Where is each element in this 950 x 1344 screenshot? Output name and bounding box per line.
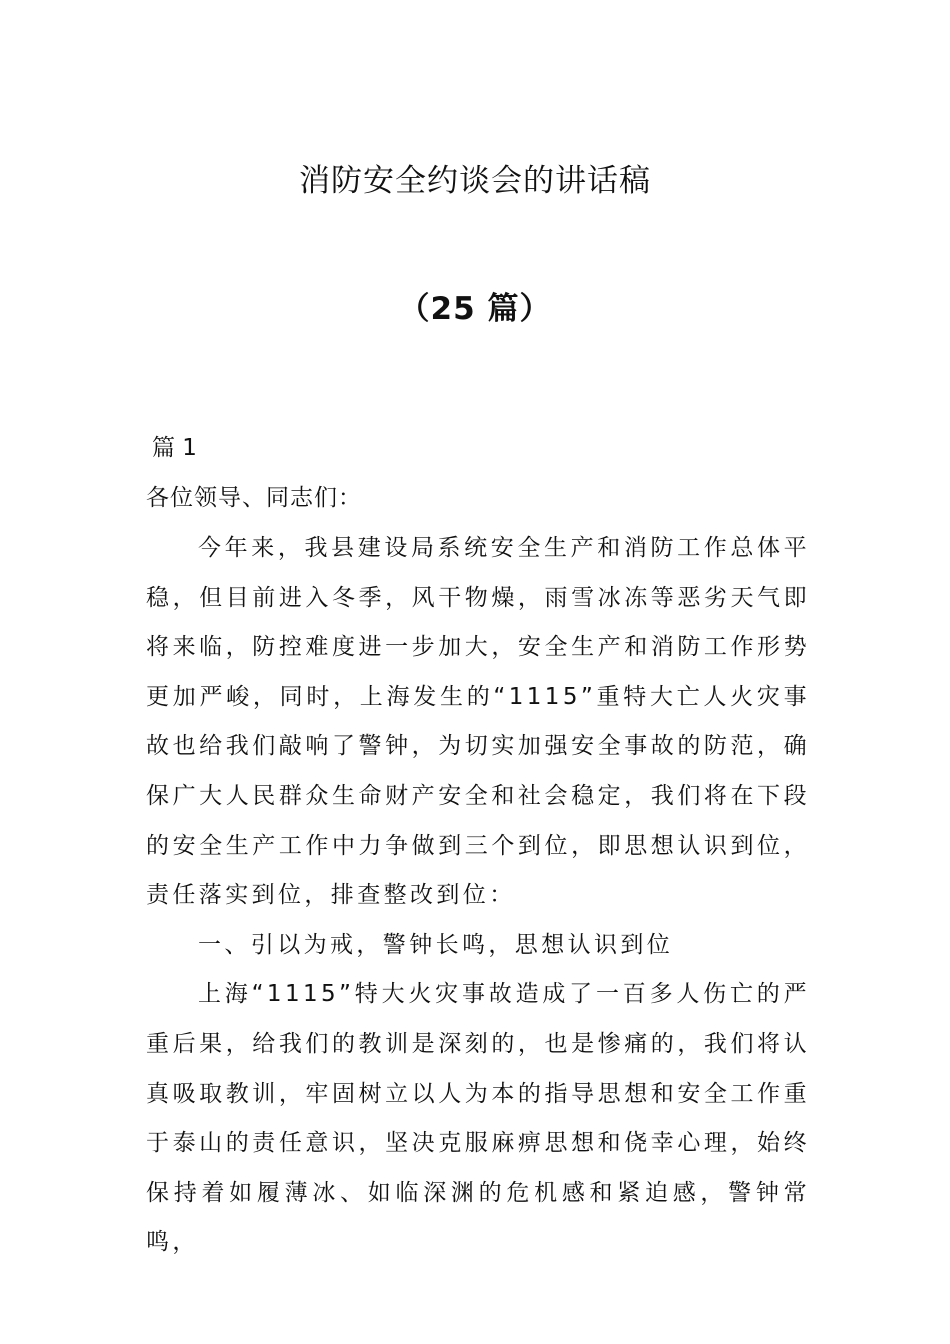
paragraph-2-heading: 一、引以为戒，警钟长鸣，思想认识到位	[198, 931, 674, 958]
body-text	[146, 524, 810, 1268]
salutation: 各位领导、同志们：	[146, 485, 362, 511]
paragraph-1: 今年来，我县建设局系统安全生产和消防工作总体平稳，但目前进入冬季，风干物燥，雨雪冰冻等恶劣天气即将来临，防控难度进一步加大，安全生产和消防工作形势更加严峻，同时，上海发生的“1115”重特大亡人火灾事故也给我们敲响了警钟，为切实加强安全事故的防范，确保广大人民群众生命财产安全和社会稳定，我们将在下段的安全生产工作中力争做到三个到位，即思想认识到位，责任落实到位，排查整改到位：	[146, 535, 810, 909]
document-title: 消防安全约谈会的讲话稿	[299, 163, 651, 199]
document-subtitle: （25 篇）	[398, 291, 552, 327]
section-label: 篇 1	[152, 435, 197, 461]
paragraph-3: 上海“1115”特大火灾事故造成了一百多人伤亡的严重后果，给我们的教训是深刻的，也是惨痛的，我们将认真吸取教训，牢固树立以人为本的指导思想和安全工作重于泰山的责任意识，坚决克服麻痹思想和侥幸心理，始终保持着如履薄冰、如临深渊的危机感和紧迫感，警钟常鸣，	[146, 981, 810, 1256]
